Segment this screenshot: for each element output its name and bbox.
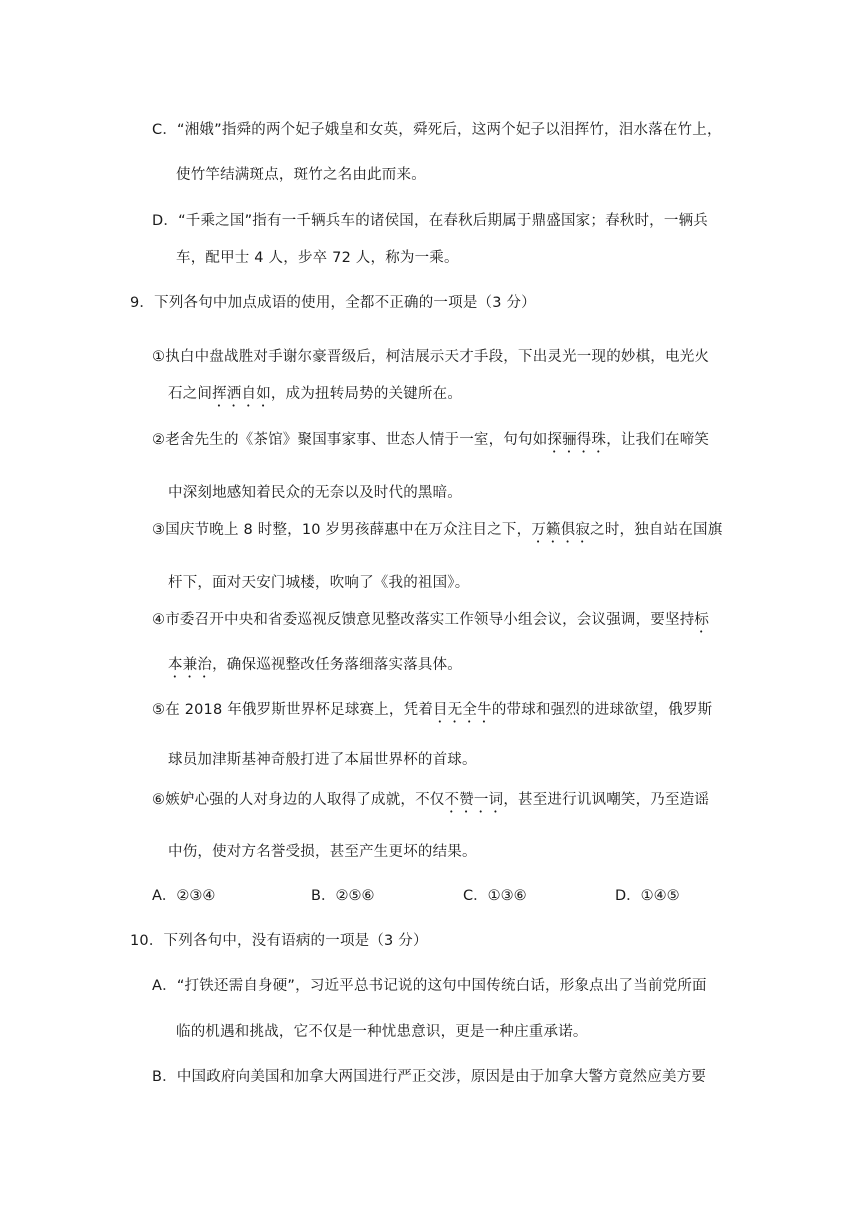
sentence-2-line1 [152, 428, 709, 456]
option-b-line1: B．中国政府向美国和加拿大两国进行严正交涉，原因是由于加拿大警方竟然应美方要 [152, 1069, 707, 1085]
dotted-idiom: 探骊得珠 [547, 432, 607, 448]
text-segment: 的带球和强烈的进球欲望，俄罗斯 [491, 702, 713, 718]
dotted-idiom: 万籁俱寂 [531, 522, 591, 538]
sentence-3-line2: 杆下，面对天安门城楼，吹响了《我的祖国》。 [168, 575, 470, 591]
question-9-stem: 9．下列各句中加点成语的使用，全都不正确的一项是（3 分） [130, 295, 536, 311]
sentence-4-line1 [152, 608, 709, 636]
text-segment: ⑥嫉妒心强的人对身边的人取得了成就，不仅 [152, 792, 445, 808]
dotted-idiom: 本兼治 [168, 657, 213, 673]
sentence-6-line2: 中伤，使对方名誉受损，甚至产生更坏的结果。 [168, 844, 477, 860]
option-a-line1: A．“打铁还需自身硬”，习近平总书记说的这句中国传统白话，形象点出了当前党所面 [152, 978, 707, 994]
dotted-idiom: 不赞一词 [444, 792, 504, 808]
sentence-1-line1: ①执白中盘战胜对手谢尔豪晋级后，柯洁展示天才手段，下出灵光一现的妙棋，电光火 [152, 349, 710, 365]
text-segment: ⑤在 2018 年俄罗斯世界杯足球赛上，凭着 [152, 702, 434, 718]
text-segment: ，确保巡视整改任务落细落实落具体。 [212, 657, 463, 673]
option-c-line2: 使竹竿结满斑点，斑竹之名由此而来。 [176, 167, 426, 183]
text-segment: ，甚至进行讥讽嘲笑，乃至造谣 [503, 792, 710, 808]
text-segment: 石之间 [168, 386, 213, 402]
choice-b: B．②⑤⑥ [311, 888, 375, 904]
sentence-5-line1 [152, 698, 712, 726]
option-c-line1: C．“湘娥”指舜的两个妃子娥皇和女英，舜死后，这两个妃子以泪挥竹，泪水落在竹上， [152, 122, 722, 138]
sentence-3-line1 [152, 518, 722, 546]
option-a-line2: 临的机遇和挑战，它不仅是一种忧患意识，更是一种庄重承诺。 [176, 1024, 588, 1040]
option-d-line2: 车，配甲士 4 人，步卒 72 人，称为一乘。 [176, 250, 459, 266]
text-segment: ，让我们在啼笑 [606, 432, 710, 448]
text-segment: ②老舍先生的《茶馆》聚国事家事、世态人情于一室，句句如 [152, 432, 548, 448]
sentence-4-line2 [168, 653, 462, 681]
choice-d: D．①④⑤ [615, 888, 680, 904]
dotted-idiom: 目无全牛 [433, 702, 492, 718]
choice-c: C．①③⑥ [463, 888, 527, 904]
choice-a: A．②③④ [152, 888, 216, 904]
sentence-1-line2 [168, 382, 462, 410]
question-10-stem: 10．下列各句中，没有语病的一项是（3 分） [130, 933, 428, 949]
sentence-5-line2: 球员加津斯基神奇般打进了本届世界杯的首球。 [168, 752, 477, 768]
text-segment: 之时，独自站在国旗 [590, 522, 723, 538]
text-segment: ③国庆节晚上 8 时整，10 岁男孩薛惠中在万众注目之下， [152, 522, 532, 538]
text-segment: ④市委召开中央和省委巡视反馈意见整改落实工作领导小组会议，会议强调，要坚持 [152, 612, 695, 628]
option-d-line1: D．“千乘之国”指有一千辆兵车的诸侯国，在春秋后期属于鼎盛国家；春秋时，一辆兵 [152, 213, 708, 229]
text-segment: ，成为扭转局势的关键所在。 [270, 386, 463, 402]
sentence-2-line2: 中深刻地感知着民众的无奈以及时代的黑暗。 [168, 485, 462, 501]
dotted-idiom: 挥洒自如 [212, 386, 271, 402]
dotted-idiom: 标 [694, 612, 710, 628]
sentence-6-line1 [152, 788, 709, 816]
